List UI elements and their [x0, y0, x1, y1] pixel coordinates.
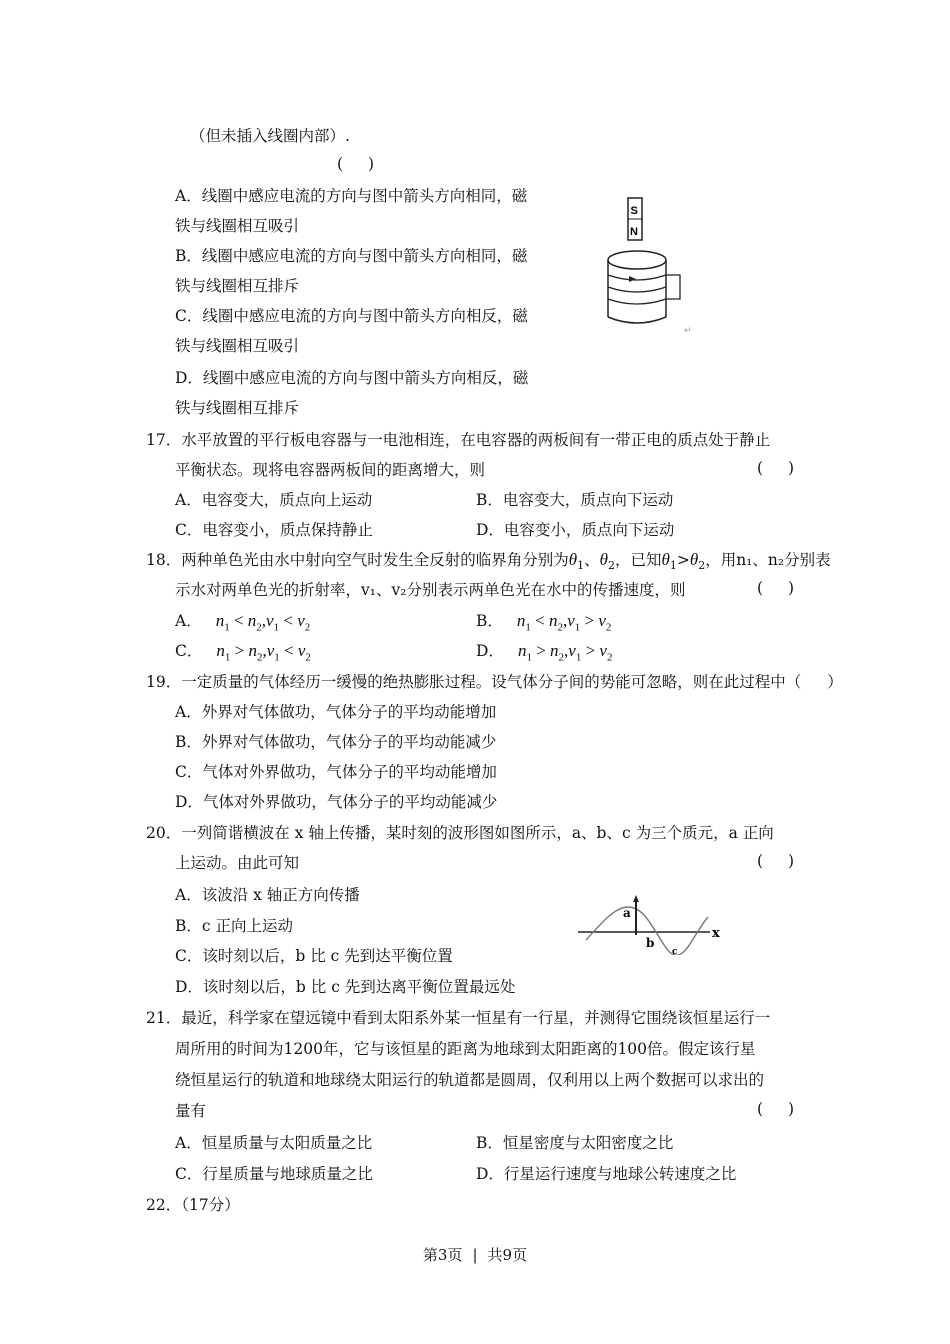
q21-stem-line4: 量有: [175, 1102, 207, 1120]
q20-answer-paren: ( ): [757, 852, 805, 870]
q16-option-c-line1: C．线圈中感应电流的方向与图中箭头方向相反，磁: [175, 307, 528, 325]
q19-option-a: A．外界对气体做功，气体分子的平均动能增加: [175, 703, 497, 721]
q20-stem-line2: 上运动。由此可知: [175, 854, 300, 872]
q17-option-d: D．电容变小，质点向下运动: [476, 521, 675, 539]
q17-stem-line1: 17．水平放置的平行板电容器与一电池相连，在电容器的两板间有一带正电的质点处于静止: [146, 431, 771, 449]
q16-option-d-line1: D．线圈中感应电流的方向与图中箭头方向相反，磁: [175, 369, 529, 387]
wave-figure: [578, 895, 728, 955]
q17-option-a: A．电容变大，质点向上运动: [175, 491, 373, 509]
q16-option-c-line2: 铁与线圈相互吸引: [175, 337, 300, 355]
q17-option-c: C．电容变小，质点保持静止: [175, 521, 373, 539]
q20-option-a: A．该波沿 x 轴正方向传播: [175, 886, 360, 904]
q16-answer-paren: ( ): [337, 155, 385, 173]
page-footer: [0, 1244, 950, 1265]
wave-point-a: a: [623, 906, 631, 920]
q21-option-d: D．行星运行速度与地球公转速度之比: [476, 1165, 737, 1183]
footer-page-number: 第3页: [422, 1246, 463, 1264]
q22-heading: 22．（17分）: [146, 1196, 240, 1214]
q18-answer-paren: ( ): [757, 579, 805, 597]
q16-option-d-line2: 铁与线圈相互排斥: [175, 399, 300, 417]
q16-option-b-line1: B．线圈中感应电流的方向与图中箭头方向相同，磁: [175, 247, 528, 265]
q19-option-c: C．气体对外界做功，气体分子的平均动能增加: [175, 763, 497, 781]
q16-option-a-line2: 铁与线圈相互吸引: [175, 217, 300, 235]
q21-stem-line1: 21．最近，科学家在望远镜中看到太阳系外某一恒星有一行星，并测得它围绕该恒星运行一: [146, 1009, 771, 1027]
magnet-coil-figure: [600, 195, 700, 335]
q18-option-c: C． $n_1 > n_2,v_1 < v_2$: [175, 641, 311, 664]
q16-continuation: （但未插入线圈内部）.: [190, 127, 350, 145]
q21-stem-line3: 绕恒星运行的轨道和地球绕太阳运行的轨道都是圆周，仅利用以上两个数据可以求出的: [175, 1071, 765, 1089]
q16-option-a-line1: A．线圈中感应电流的方向与图中箭头方向相同，磁: [175, 187, 528, 205]
q21-stem-line2: 周所用的时间为1200年，它与该恒星的距离为地球到太阳距离的100倍。假定该行星: [175, 1040, 756, 1058]
q21-answer-paren: ( ): [757, 1100, 805, 1118]
q21-option-c: C．行星质量与地球质量之比: [175, 1165, 373, 1183]
wave-x-label: x: [712, 926, 720, 941]
q17-stem-line2: 平衡状态。现将电容器两板间的距离增大，则: [175, 461, 486, 479]
svg-text:↵: ↵: [684, 326, 692, 335]
footer-total-pages: 共9页: [487, 1246, 528, 1264]
q17-answer-paren: ( ): [757, 459, 805, 477]
q18-stem-line2: 示水对两单色光的折射率，v₁、v₂分别表示两单色光在水中的传播速度，则: [175, 581, 686, 599]
q18-option-d: D． $n_1 > n_2,v_1 > v_2$: [476, 641, 613, 664]
q19-stem: 19．一定质量的气体经历一缓慢的绝热膨胀过程。设气体分子间的势能可忽略，则在此过程中（ ）: [146, 673, 843, 691]
magnet-n-label: N: [630, 226, 638, 238]
q18-option-b: B． $n_1 < n_2,v_1 > v_2$: [476, 611, 612, 634]
q18-stem-line1: 18．两种单色光由水中射向空气时发生全反射的临界角分别为$\theta_1$、$\theta_2$，已知$\theta_1>\theta_2$，用n₁、n₂分别表: [146, 550, 831, 573]
q17-option-b: B．电容变大，质点向下运动: [476, 491, 674, 509]
q16-option-b-line2: 铁与线圈相互排斥: [175, 277, 300, 295]
q19-option-b: B．外界对气体做功，气体分子的平均动能减少: [175, 733, 497, 751]
q21-option-a: A．恒星质量与太阳质量之比: [175, 1134, 373, 1152]
q20-option-c: C．该时刻以后，b 比 c 先到达平衡位置: [175, 947, 453, 965]
wave-point-c: c: [672, 947, 678, 955]
q20-option-d: D．该时刻以后，b 比 c 先到达离平衡位置最远处: [175, 978, 516, 996]
footer-separator: |: [472, 1246, 478, 1264]
q20-stem-line1: 20．一列简谐横波在 x 轴上传播，某时刻的波形图如图所示，a、b、c 为三个质元，a 正向: [146, 824, 774, 842]
q18-option-a: A． $n_1 < n_2,v_1 < v_2$: [175, 611, 311, 634]
q21-option-b: B．恒星密度与太阳密度之比: [476, 1134, 674, 1152]
q19-option-d: D．气体对外界做功，气体分子的平均动能减少: [175, 793, 498, 811]
wave-point-b: b: [646, 936, 655, 950]
magnet-s-label: S: [630, 205, 638, 217]
q20-option-b: B．c 正向上运动: [175, 917, 293, 935]
